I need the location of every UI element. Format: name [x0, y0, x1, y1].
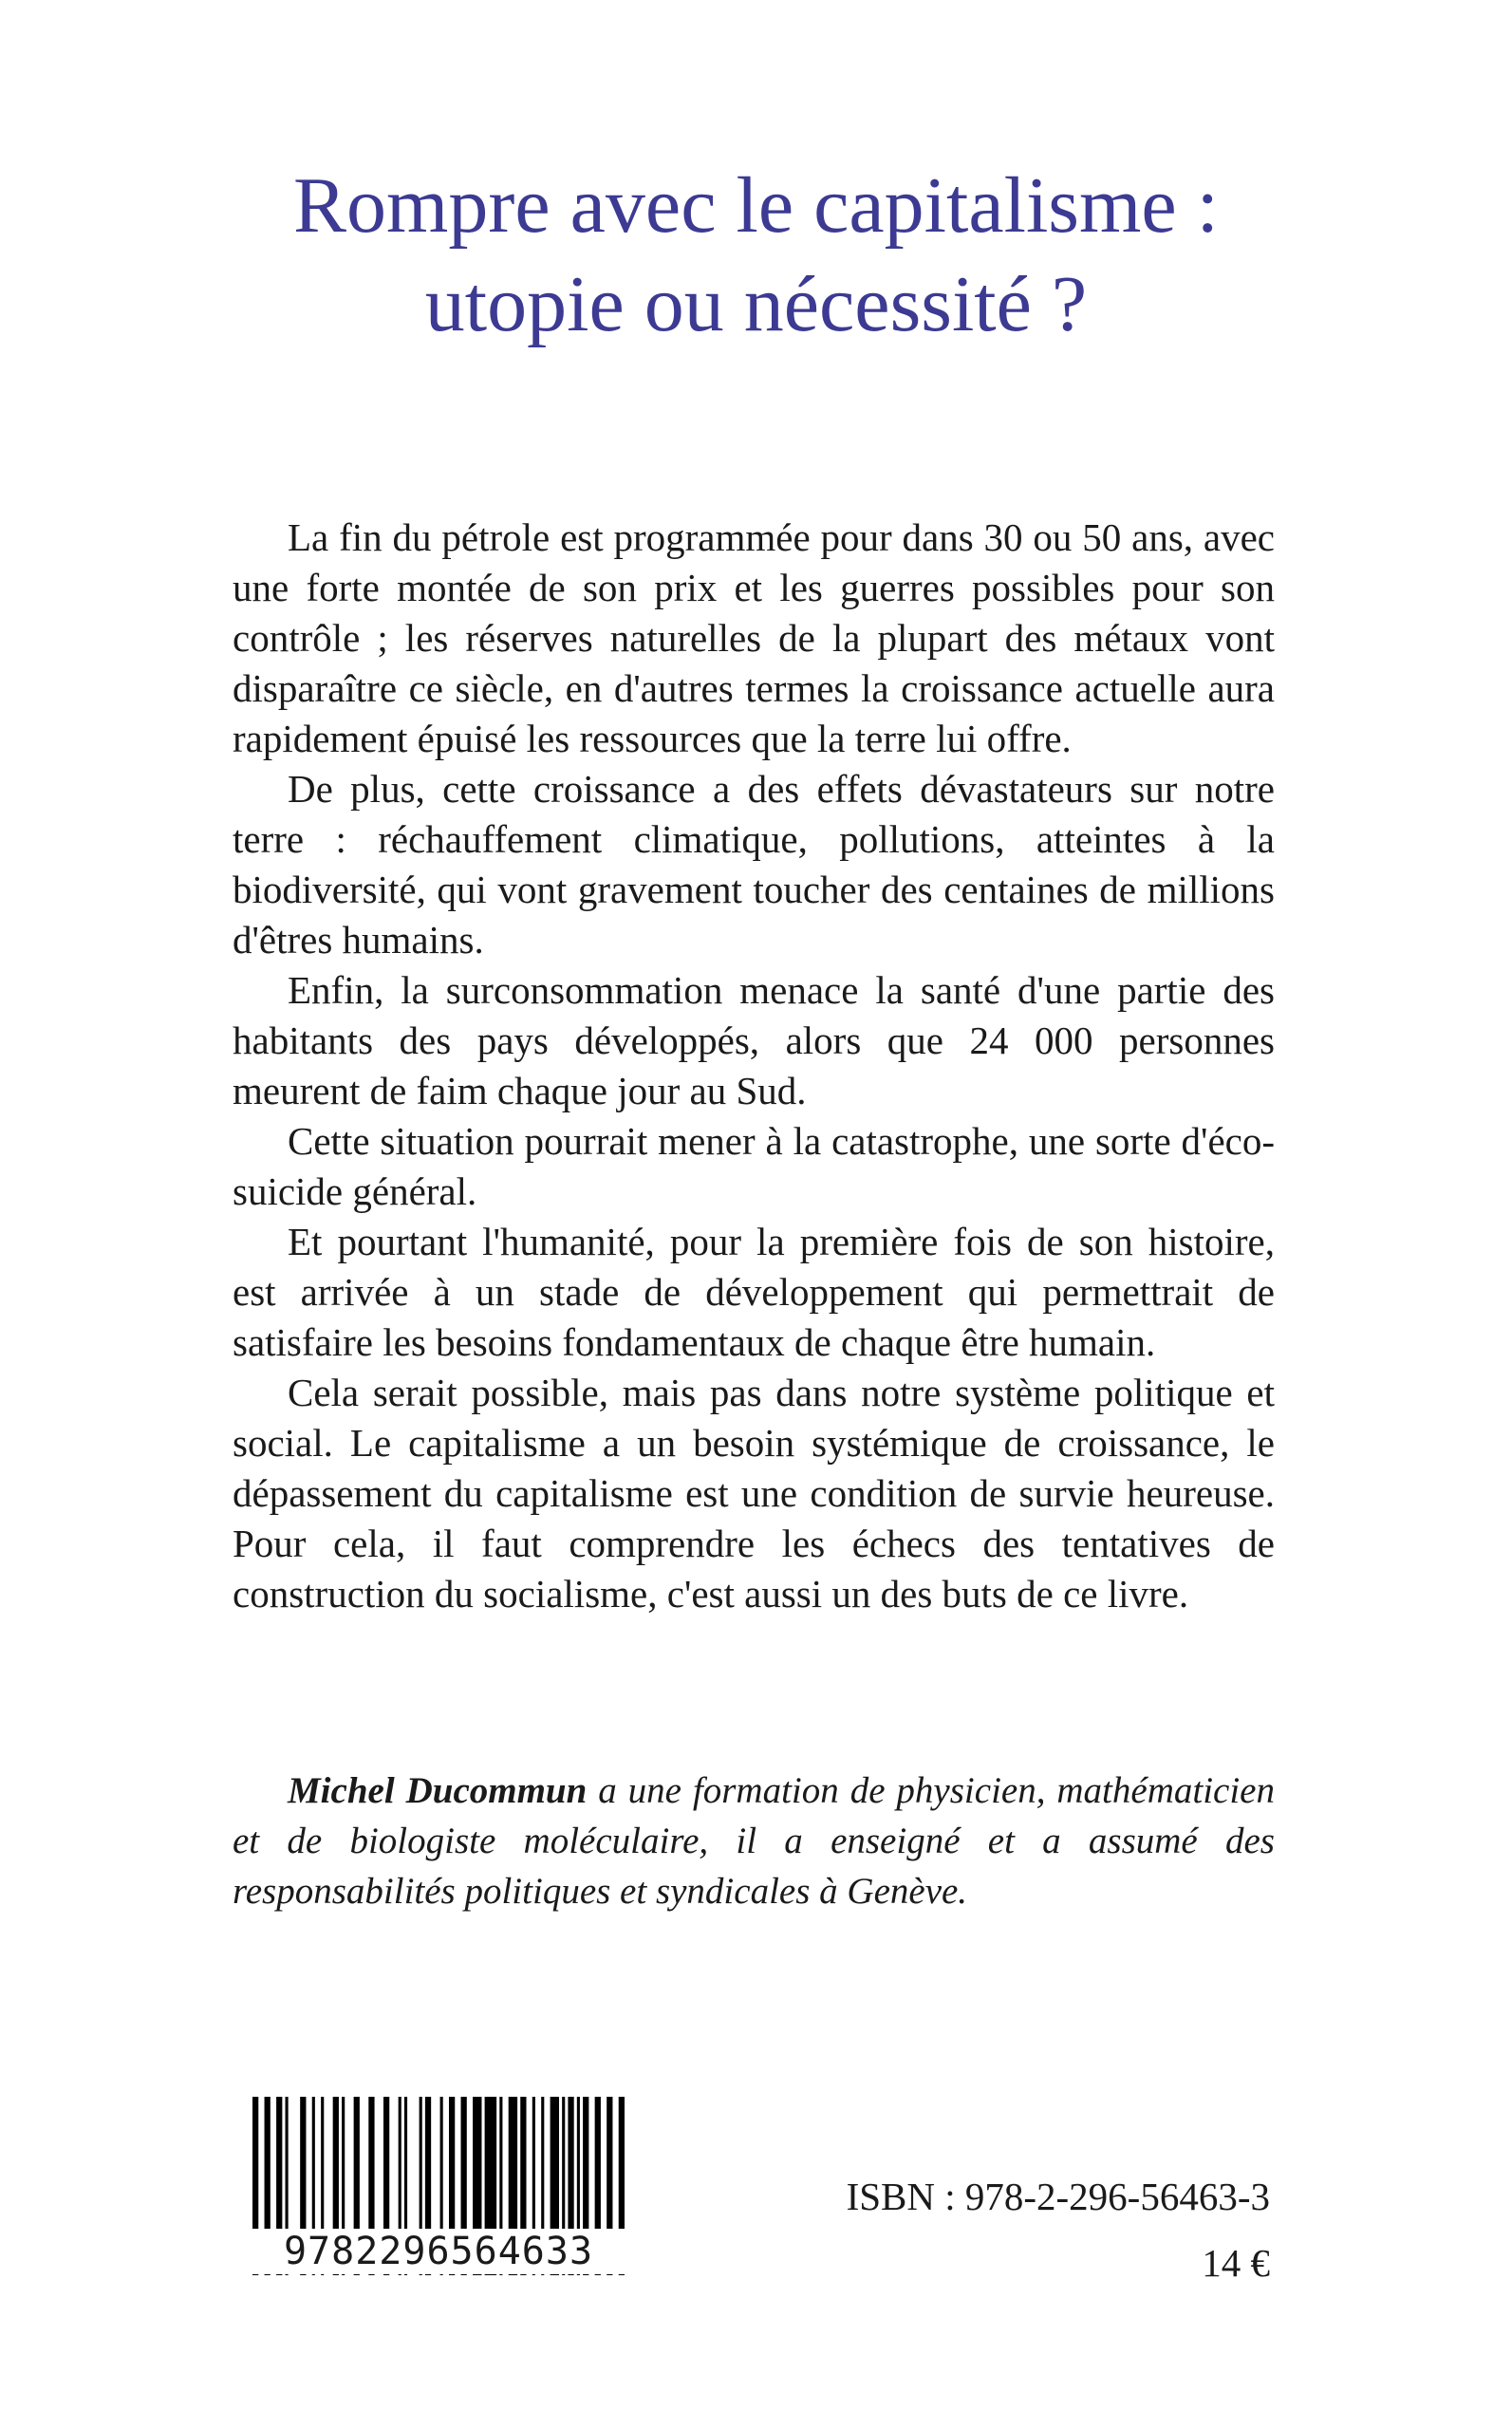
barcode-digits: 9782296564633	[249, 2229, 628, 2274]
blurb-paragraph-5: Et pourtant l'humanité, pour la première fois de son histoire, est arrivée à un stade de développement qui permettrait de satisfaire les besoins fondamentaux de chaque être humain.	[233, 1220, 1275, 1364]
isbn: ISBN : 978-2-296-56463-3	[846, 2175, 1270, 2218]
blurb-paragraph-1: La fin du pétrole est programmée pour dans 30 ou 50 ans, avec une forte montée de son prix et les guerres possibles pour son contrôle ; les réserves naturelles de la plupart des métaux vont disparaître ce siècle, en d'autres termes la croissance actuelle aura rapidement épuisé les ressources que la terre lui offre.	[233, 515, 1275, 760]
blurb-paragraph-3: Enfin, la surconsommation menace la santé d'une partie des habitants des pays développés, alors que 24 000 personnes meurent de faim chaque jour au Sud.	[233, 968, 1275, 1112]
blurb-paragraph-2: De plus, cette croissance a des effets dévastateurs sur notre terre : réchauffement climatique, pollutions, atteintes à la biodiversité, qui vont gravement toucher des centaines de millions d'êtres humains.	[233, 767, 1275, 962]
book-title-line-2: utopie ou nécessité ?	[424, 260, 1088, 348]
blurb	[233, 513, 1275, 1619]
price: 14 €	[1202, 2241, 1270, 2285]
barcode	[249, 2097, 628, 2275]
author-bio	[233, 1765, 1275, 1916]
book-title	[0, 157, 1512, 354]
blurb-paragraph-4: Cette situation pourrait mener à la catastrophe, une sorte d'éco-suicide général.	[233, 1119, 1275, 1213]
book-title-line-1: Rompre avec le capitalisme :	[293, 161, 1219, 250]
blurb-paragraph-6: Cela serait possible, mais pas dans notre système politique et social. Le capitalisme a un besoin systémique de croissance, le dépassement du capitalisme est une condition de survie heureuse. Pour cela, il faut comprendre les échecs des tentatives de construction du socialisme, c'est aussi un des buts de ce livre.	[233, 1371, 1275, 1616]
author-bio-text: a une formation de physicien, mathématicien et de biologiste moléculaire, il a enseigné et a assumé des responsabilités politiques et syndicales à Genève.	[233, 1770, 1275, 1912]
author-name: Michel Ducommun	[288, 1770, 588, 1811]
